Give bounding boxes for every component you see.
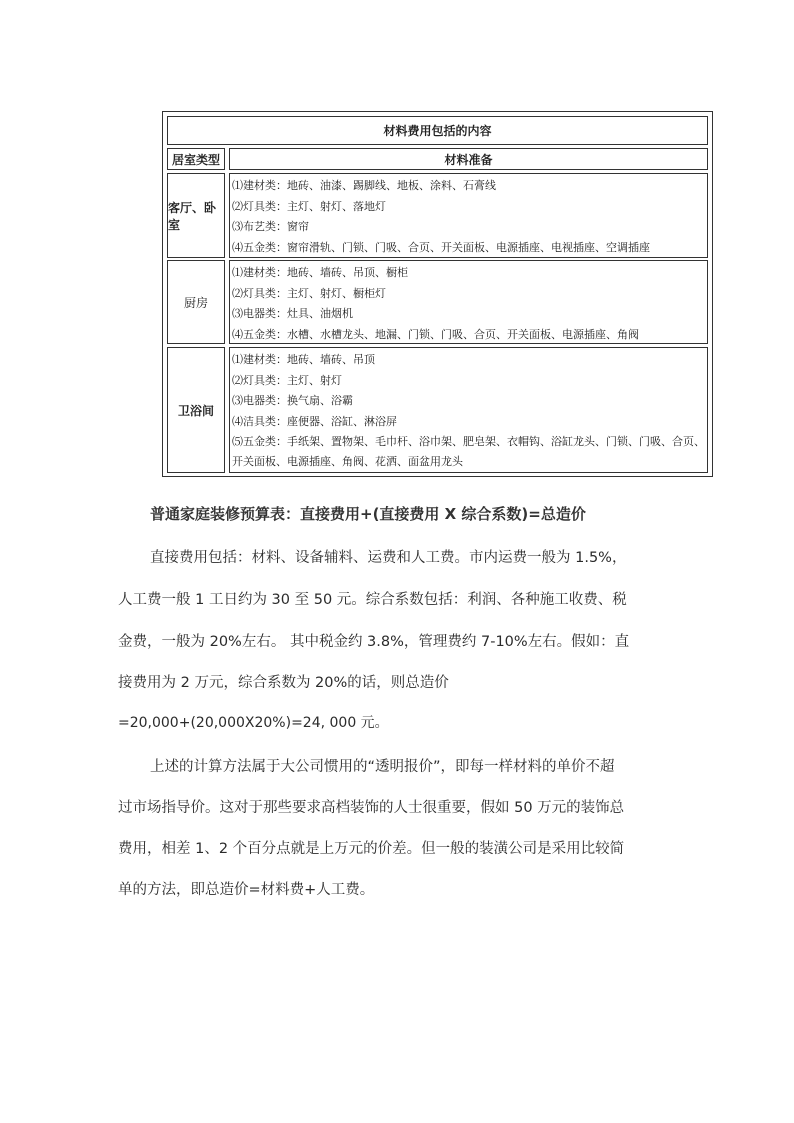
materials-bathroom: [229, 347, 708, 473]
room-living-bedroom: 客厅、卧室: [167, 173, 225, 258]
paragraph-line: 过市场指导价。这对于那些要求高档装饰的人士很重要，假如 50 万元的装饰总: [118, 800, 625, 816]
material-line: ⑵灯具类：主灯、射灯、橱柜灯: [232, 286, 386, 300]
paragraph-line: 费用，相差 1、2 个百分点就是上万元的价差。但一般的装潢公司是采用比较简: [118, 841, 625, 857]
materials-table: [162, 111, 713, 477]
material-line: ⑷洁具类：座便器、浴缸、淋浴屏: [232, 414, 397, 428]
material-line: ⑴建材类：地砖、墙砖、吊顶、橱柜: [232, 266, 408, 279]
budget-heading: 普通家庭装修预算表：直接费用+(直接费用 X 综合系数)=总造价: [150, 505, 586, 523]
material-line: ⑷五金类：水槽、水槽龙头、地漏、门锁、门吸、合页、开关面板、电源插座、角阀: [232, 327, 639, 341]
material-line: ⑵灯具类：主灯、射灯、落地灯: [232, 199, 386, 213]
paragraph-line: 接费用为 2 万元，综合系数为 20%的话，则总造价: [118, 675, 449, 691]
paragraph-line: 金费，一般为 20%左右。 其中税金约 3.8%，管理费约 7-10%左右。假如：直: [118, 634, 630, 650]
paragraph-line: =20,000+(20,000X20%)=24, 000 元。: [118, 715, 389, 731]
header-room-type: 居室类型: [167, 148, 225, 170]
paragraph-line: 上述的计算方法属于大公司惯用的“透明报价”，即每一样材料的单价不超: [150, 759, 615, 775]
material-line: ⑴建材类：地砖、墙砖、吊顶: [232, 353, 375, 366]
table-title: 材料费用包括的内容: [167, 116, 708, 145]
material-line: ⑶电器类：换气扇、浴霸: [232, 394, 353, 407]
paragraph-line: 直接费用包括：材料、设备辅料、运费和人工费。市内运费一般为 1.5%，: [150, 550, 627, 566]
material-line: ⑶布艺类：窗帘: [232, 220, 309, 233]
materials-living-bedroom: [229, 173, 708, 258]
header-materials: 材料准备: [229, 148, 708, 170]
material-line: ⑵灯具类：主灯、射灯: [232, 373, 342, 387]
paragraph-line: 单的方法，即总造价=材料费+人工费。: [118, 882, 375, 898]
material-line: ⑸五金类：手纸架、置物架、毛巾杆、浴巾架、肥皂架、衣帽钩、浴缸龙头、门锁、门吸、合页、开关面板、电源插座、角阀、花洒、面盆用龙头: [232, 435, 705, 468]
material-line: ⑶电器类：灶具、油烟机: [232, 307, 353, 320]
room-kitchen: 厨房: [167, 260, 225, 344]
materials-kitchen: [229, 260, 708, 344]
paragraph-line: 人工费一般 1 工日约为 30 至 50 元。综合系数包括：利润、各种施工收费、税: [118, 592, 627, 608]
material-line: ⑴建材类：地砖、油漆、踢脚线、地板、涂料、石膏线: [232, 179, 496, 192]
room-bathroom: 卫浴间: [167, 347, 225, 473]
material-line: ⑷五金类：窗帘滑轨、门锁、门吸、合页、开关面板、电源插座、电视插座、空调插座: [232, 240, 650, 254]
